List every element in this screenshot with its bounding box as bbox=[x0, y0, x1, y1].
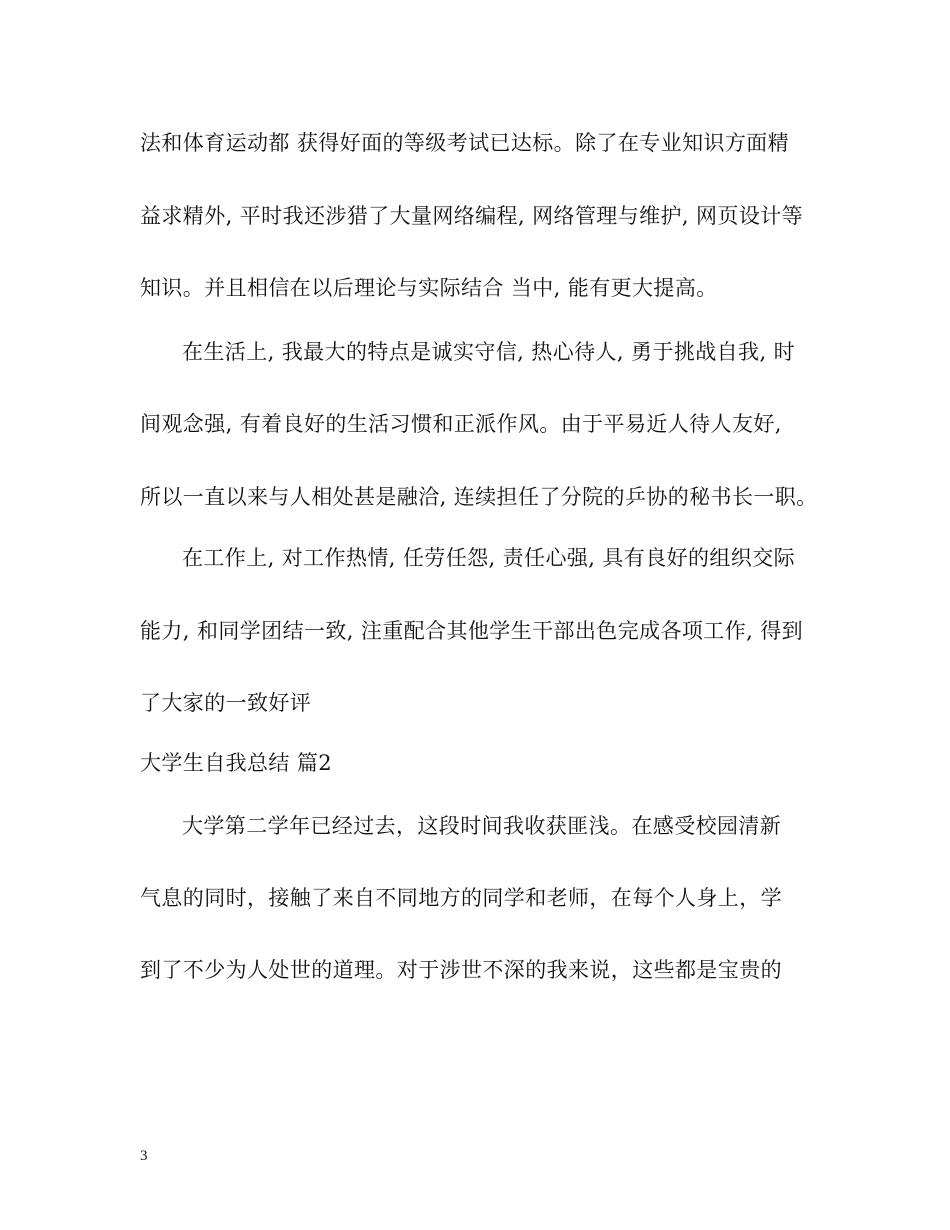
paragraph-line: 间观念强, 有着良好的生活习惯和正派作风。由于平易近人待人友好, bbox=[140, 412, 782, 436]
paragraph-line: 大学第二学年已经过去，这段时间我收获匪浅。在感受校园清新 bbox=[182, 814, 782, 838]
paragraph-line: 法和体育运动都 获得好面的等级考试已达标。除了在专业知识方面精 bbox=[140, 131, 790, 155]
paragraph-line: 益求精外, 平时我还涉猎了大量网络编程, 网络管理与维护, 网页设计等 bbox=[140, 204, 804, 228]
paragraph-line: 知识。并且相信在以后理论与实际结合 当中, 能有更大提高。 bbox=[140, 276, 718, 300]
paragraph-line: 在工作上, 对工作热情, 任劳任怨, 责任心强, 具有良好的组织交际 bbox=[182, 546, 795, 570]
page-number: 3 bbox=[140, 1148, 148, 1164]
paragraph-line: 能力, 和同学团结一致, 注重配合其他学生干部出色完成各项工作, 得到 bbox=[140, 619, 804, 643]
paragraph-line: 到了不少为人处世的道理。对于涉世不深的我来说，这些都是宝贵的 bbox=[140, 958, 782, 982]
paragraph-line: 气息的同时，接触了来自不同地方的同学和老师，在每个人身上，学 bbox=[140, 886, 782, 910]
paragraph-line: 在生活上, 我最大的特点是诚实守信, 热心待人, 勇于挑战自我, 时 bbox=[182, 340, 795, 364]
section-heading: 大学生自我总结 篇2 bbox=[140, 751, 333, 775]
paragraph-line: 所以一直以来与人相处甚是融洽, 连续担任了分院的乒协的秘书长一职。 bbox=[140, 485, 818, 509]
paragraph-line: 了大家的一致好评 bbox=[140, 691, 312, 715]
